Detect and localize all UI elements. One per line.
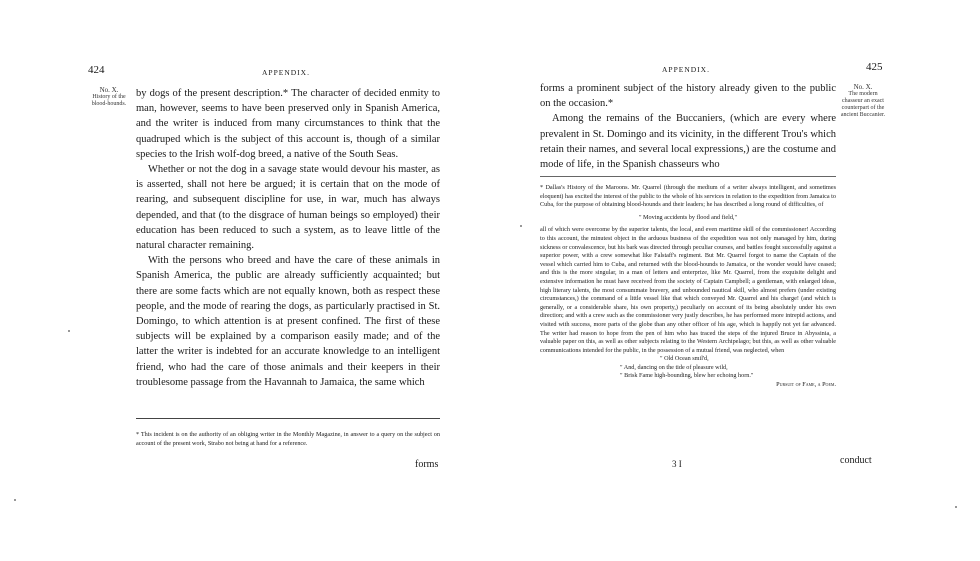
page-number-right: 425	[866, 61, 883, 73]
footnote-left	[136, 431, 440, 448]
right-body-text	[540, 81, 836, 172]
margin-note-right	[840, 84, 886, 119]
margin-note-left-text: History of the blood-hounds.	[91, 94, 127, 107]
scan-speck	[520, 225, 522, 227]
catchword-right: conduct	[840, 455, 872, 466]
right-page	[490, 0, 980, 561]
footnote-citation: Pursuit of Fame, a Poem.	[776, 381, 836, 389]
running-head-right: APPENDIX.	[662, 65, 710, 74]
paragraph: Among the remains of the Buccaniers, (which are every where prevalent in St. Domingo and its vicinity, in the different Trou's which retain their names, and several local expressions,) are the costume and mode of life, in the Spanish chasseurs who	[540, 113, 836, 171]
margin-note-right-text: The modern chasseur an exact counterpart of the ancient Buccanier.	[840, 91, 886, 118]
paragraph: by dogs of the present description.* The character of decided enmity to man, however, seems to have been preserved only in Spanish America, and the writer is induced from many circumstances to think that the quadruped which is the subject of this account is, though of a similar species to the Irish wolf-dog breed, a native of the South Seas.	[136, 88, 440, 160]
page-number-left: 424	[88, 64, 105, 76]
scan-speck	[68, 330, 70, 332]
footnote-verse-1: " Old Ocean smil'd,	[660, 355, 709, 363]
running-head-left: APPENDIX.	[262, 68, 310, 77]
left-body-text	[136, 86, 440, 390]
footnote-verse-3: " Brisk Fame high-bounding, blew her echoing horn."	[620, 372, 754, 380]
paragraph: With the persons who breed and have the care of these animals in Spanish America, the public are already sufficiently acquainted; but there are some facts which are not equally known, both as respect these people, and the mode of rearing the dogs, as particularly practised in St. Domingo, to which attention is at present confined. The first of these subjects will be explained by a comparison easily made; and of the latter the writer is indebted for an accurate knowledge to an intelligent friend, who had the care of those animals and their keepers in their troublesome passage from the Havannah to Jamaica, the same which	[136, 255, 440, 388]
footnote-right	[540, 184, 836, 390]
footnote-body: all of which were overcome by the superior talents, the local, and even maritime skill of the commissioner! According to this account, the minutest object in the arduous business of the expedition was not only managed by him, during sickness or convalescence, but his bark was directed through peculiar courses, and battles fought successfully against a superior power, with a crew somewhat like Falstaff's regiment. But Mr. Quarrel forgot to name the Captain of the vessel which carried him to Cuba, and returned with the blood-hounds to Jamaica, or the wonder would have ceased; and this is the more singular, in a man of letters and enterprize, like Mr. Quarrel, from the exquisite delight and extensive information he must have received from the society of Captain Campbell; a gentleman, with enlarged ideas, high literary talents, the most consummate bravery, and unbounded nautical skill, who almost prefers (under existing circumstances,) the command of a little vessel like that which conveyed Mr. Quarrel and his charge! (and which is generally, or a considerable share, his own property,) peculiarly on account of its being absolutely under his own direction; and with a crew such as the commissioner very justly describes, he has performed more intrepid actions, and visited with success, more parts of the globe than any other officer of his age, which is happily not yet far advanced. The writer had reason to hope from the pen of him who has traced the steps of the injured Bruce in Abyssinia, a valuable paper on this, as well as other subjects relating to the Western Archipelago; but this, as well as other valuable communications intended for the public, in the possession of a mutual friend, was neglected, when	[540, 226, 836, 354]
paragraph: Whether or not the dog in a savage state would devour his master, as is asserted, shall not here be argued; it is certain that on the mode of rearing, and subsequent discipline for use, in war, much has always depended, and that (to the disgrace of human beings so employed) their education has been reduced to such a system, as to leave little of the natural character remaining.	[136, 164, 440, 252]
footnote-verse-2: " And, dancing on the tide of pleasure wild,	[620, 363, 728, 371]
footnote-rule-left	[136, 418, 440, 419]
scan-speck	[955, 506, 957, 508]
footnote-text: * This incident is on the authority of an obliging writer in the Monthly Magazine, in answer to a query on the subject on account of the present work, Strabo not being at hand for a reference.	[136, 431, 440, 447]
scan-speck	[14, 499, 16, 501]
catchword-left: forms	[415, 459, 439, 470]
margin-note-right-title: No. X.	[853, 83, 873, 91]
left-page	[0, 0, 480, 561]
margin-note-left-title: No. X.	[99, 86, 119, 94]
margin-note-left	[88, 87, 130, 108]
footnote-rule-right	[540, 176, 836, 177]
paragraph: forms a prominent subject of the history already given to the public on the occasion.*	[540, 83, 836, 110]
footnote-quote: " Moving accidents by flood and field,"	[638, 213, 737, 221]
signature-mark: 3 I	[672, 459, 682, 469]
footnote-intro: * Dallas's History of the Maroons. Mr. Quarrel (through the medium of a writer always intelligent, and sometimes eloquent) has excited the interest of the public to the whole of his services in relation to the expedition from Jamaica to Cuba, for the purpose of obtaining blood-hounds and their leaders; he has described a long round of difficulties, of	[540, 184, 836, 209]
